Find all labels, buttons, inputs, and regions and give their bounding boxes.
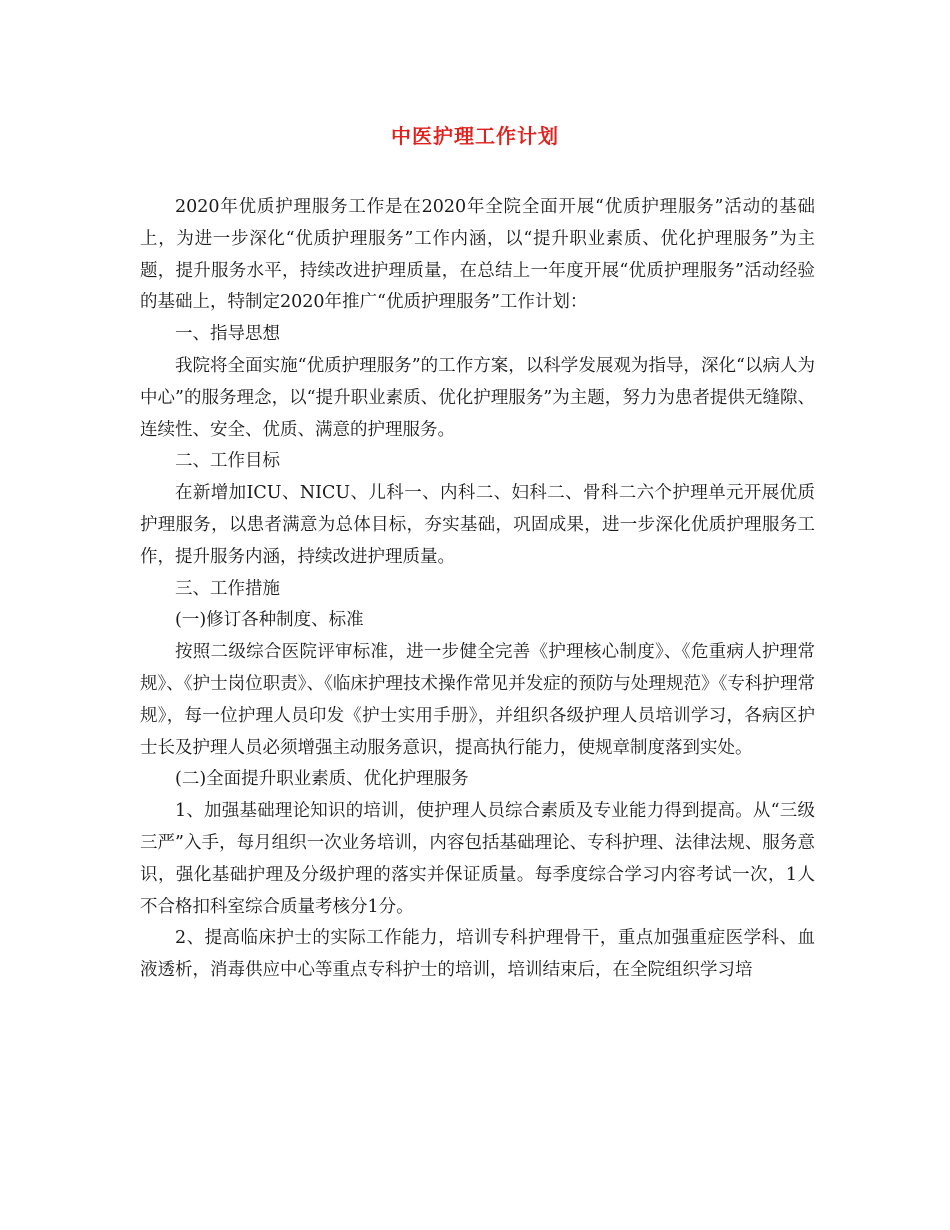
subheading-revise-standards: (一)修订各种制度、标准	[175, 610, 364, 631]
paragraph-revise-standards: 按照二级综合医院评审标准，进一步健全完善《护理核心制度》、《危重病人护理常规》、《护士岗位职责》、《临床护理技术操作常见并发症的预防与处理规范》《专科护理常规》，每一位护理人员印发《护士实用手册》，并组织各级护理人员培训学习，各病区护士长及护理人员必须增强主动服务意识，提高执行能力，使规章制度落到实处。	[140, 642, 815, 758]
paragraph-training-clinical: 2、提高临床护士的实际工作能力，培训专科护理骨干，重点加强重症医学科、血液透析，消毒供应中心等重点专科护士的培训，培训结束后，在全院组织学习培	[140, 928, 815, 981]
subheading-improve-quality: (二)全面提升职业素质、优化护理服务	[175, 769, 469, 790]
document-title: 中医护理工作计划	[391, 124, 559, 148]
paragraph-intro: 2020年优质护理服务工作是在2020年全院全面开展“优质护理服务”活动的基础上，为进一步深化“优质护理服务”工作内涵，以“提升职业素质、优化护理服务”为主题，提升服务水平，持续改进护理质量，在总结上一年度开展“优质护理服务”活动经验的基础上，特制定2020年推广“优质护理服务”工作计划：	[140, 197, 815, 313]
paragraph-training-basic: 1、加强基础理论知识的培训，使护理人员综合素质及专业能力得到提高。从“三级三严”入手，每月组织一次业务培训，内容包括基础理论、专科护理、法律法规、服务意识，强化基础护理及分级护理的落实并保证质量。每季度综合学习内容考试一次，1人不合格扣科室综合质量考核分1分。	[140, 801, 815, 917]
paragraph-work-goals: 在新增加ICU、NICU、儿科一、内科二、妇科二、骨科二六个护理单元开展优质护理服务，以患者满意为总体目标，夯实基础，巩固成果，进一步深化优质护理服务工作，提升服务内涵，持续改进护理质量。	[140, 483, 815, 567]
document-body	[140, 192, 815, 987]
heading-guiding-thought: 一、指导思想	[175, 324, 280, 345]
heading-work-measures: 三、工作措施	[175, 578, 280, 599]
heading-work-goals: 二、工作目标	[175, 451, 280, 472]
paragraph-guiding-thought: 我院将全面实施“优质护理服务”的工作方案，以科学发展观为指导，深化“以病人为中心”的服务理念，以“提升职业素质、优化护理服务”为主题，努力为患者提供无缝隙、连续性、安全、优质、满意的护理服务。	[140, 355, 815, 440]
